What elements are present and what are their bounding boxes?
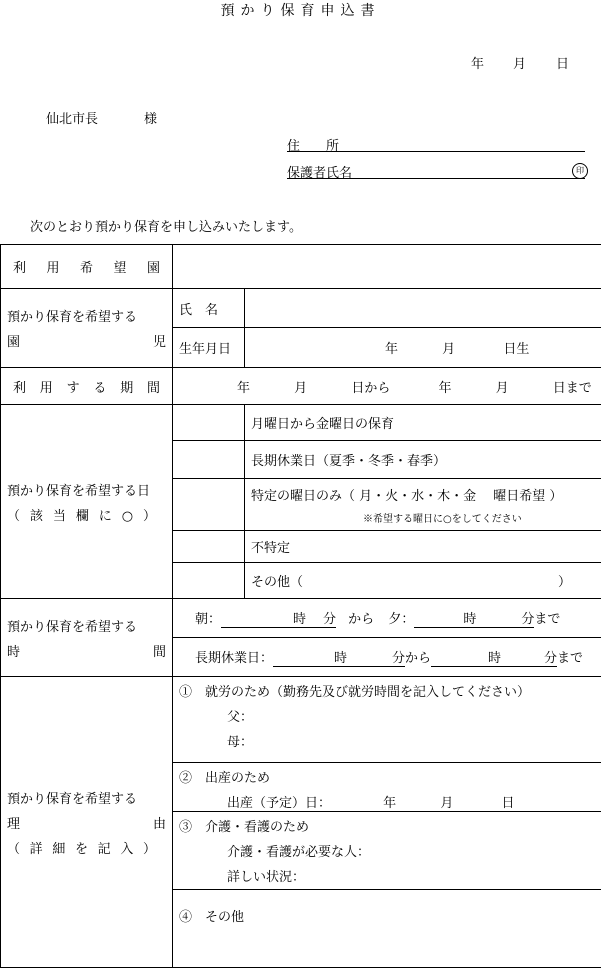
date-year-label: 年 <box>471 53 484 72</box>
addressee-honorific: 様 <box>144 108 157 127</box>
days-option-5-text: その他（ <box>251 571 303 590</box>
period-to-day: 日まで <box>553 381 592 396</box>
hours-regular-cell[interactable] <box>173 599 601 638</box>
child-label-b: 児 <box>153 331 166 350</box>
reason-4-title: ④ その他 <box>179 906 595 925</box>
reason-2-due-label: 出産（予定）日： <box>227 796 331 811</box>
long-end-minute-field[interactable] <box>501 647 557 667</box>
evening-minute-unit: 分 <box>521 612 534 627</box>
period-from-year: 年 <box>237 381 250 396</box>
long-start-minute-field[interactable] <box>347 647 405 667</box>
morning-label: 朝： <box>195 612 221 627</box>
days-label-cell <box>1 405 173 599</box>
days-option-1-text: 月曜日から金曜日の保育 <box>251 417 394 432</box>
reason-label-cell <box>1 677 173 968</box>
child-label-cell <box>1 289 173 368</box>
long-end-minute-unit: 分 <box>544 651 557 666</box>
addressee-name: 仙北市長 <box>46 108 98 127</box>
reason-3-person: 介護・看護が必要な人： <box>227 841 595 860</box>
child-name-input-cell[interactable] <box>245 289 601 328</box>
reason-4-cell[interactable] <box>173 890 601 968</box>
evening-minute-field[interactable] <box>476 608 534 628</box>
period-to-month: 月 <box>496 381 509 396</box>
morning-minute-field[interactable] <box>306 608 336 628</box>
dob-year-label: 年 <box>385 342 398 357</box>
facility-label: 利用希望園 <box>7 257 166 276</box>
date-month-label: 月 <box>513 53 526 72</box>
days-option-4-text: 不特定 <box>251 541 290 556</box>
days-option-5-cell[interactable] <box>245 563 601 599</box>
address-label: 住 所 <box>287 135 339 154</box>
dob-month-label: 月 <box>442 342 455 357</box>
reason-2-year: 年 <box>383 796 396 811</box>
reason-2-day: 日 <box>501 796 514 811</box>
long-start-hour-unit: 時 <box>334 651 347 666</box>
reason-2-cell[interactable] <box>173 763 601 812</box>
days-option-2-check[interactable] <box>173 441 245 479</box>
child-dob-label: 生年月日 <box>179 342 231 357</box>
facility-input-cell[interactable] <box>173 245 601 289</box>
reason-3-title: ③ 介護・看護のため <box>179 816 595 835</box>
reason-label-line1: 預かり保育を希望する <box>7 788 166 807</box>
evening-hour-field[interactable] <box>414 608 476 628</box>
child-name-label-cell <box>173 289 245 328</box>
period-input-cell[interactable] <box>173 368 601 405</box>
hours-long-break-cell[interactable] <box>173 638 601 677</box>
long-end-hour-unit: 時 <box>488 651 501 666</box>
child-dob-input-cell[interactable] <box>245 328 601 368</box>
days-option-2-text: 長期休業日（夏季・冬季・春季） <box>251 454 446 469</box>
reason-2-title: ② 出産のため <box>179 767 595 786</box>
facility-label-cell <box>1 245 173 289</box>
reason-2-month: 月 <box>440 796 453 811</box>
days-option-5-check[interactable] <box>173 563 245 599</box>
days-option-1-cell <box>245 405 601 441</box>
hours-label-cell <box>1 599 173 677</box>
reason-1-mother: 母： <box>227 731 595 750</box>
days-label-line1: 預かり保育を希望する日 <box>7 480 166 499</box>
morning-minute-unit: 分 <box>323 612 336 627</box>
dob-day-label: 日生 <box>503 342 529 357</box>
period-to-year: 年 <box>438 381 451 396</box>
morning-hour-unit: 時 <box>293 612 306 627</box>
period-from-month: 月 <box>294 381 307 396</box>
days-option-5-close: ） <box>558 571 571 590</box>
reason-label-a: 理 <box>7 813 20 832</box>
evening-label: 夕： <box>388 612 414 627</box>
days-option-1-check[interactable] <box>173 405 245 441</box>
days-label-line2: （該当欄に○） <box>7 505 166 524</box>
days-option-4-check[interactable] <box>173 531 245 563</box>
seal-mark: 印 <box>572 163 588 179</box>
application-form-table <box>0 244 601 968</box>
reason-label-b: 由 <box>153 813 166 832</box>
evening-hour-unit: 時 <box>463 612 476 627</box>
guardian-name-field[interactable] <box>287 178 585 179</box>
child-name-label: 氏 名 <box>179 303 218 318</box>
guardian-name-label: 保護者氏名 <box>287 162 352 181</box>
date-day-label: 日 <box>556 53 569 72</box>
period-label: 利用する期間 <box>7 377 166 396</box>
long-start-minute-unit: 分 <box>392 651 405 666</box>
reason-label-line3: （詳細を記入） <box>7 838 166 857</box>
days-option-3-text: 特定の曜日のみ（ 月・火・水・木・金 曜日希望 ） <box>251 485 595 504</box>
days-option-3-check[interactable] <box>173 479 245 531</box>
long-break-label: 長期休業日： <box>195 651 273 666</box>
evening-made: まで <box>534 612 560 627</box>
child-dob-label-cell <box>173 328 245 368</box>
days-option-4-cell <box>245 531 601 563</box>
long-end-hour-field[interactable] <box>431 647 501 667</box>
child-label-a: 園 <box>7 331 20 350</box>
reason-1-title: ① 就労のため（勤務先及び就労時間を記入してください） <box>179 681 595 700</box>
long-kara: から <box>405 651 431 666</box>
long-start-hour-field[interactable] <box>273 647 347 667</box>
address-field[interactable] <box>287 151 585 152</box>
period-label-cell <box>1 368 173 405</box>
hours-label-line1: 預かり保育を希望する <box>7 616 166 635</box>
days-option-3-note: ※希望する曜日に○をしてください <box>363 510 595 525</box>
morning-kara: から <box>348 612 374 627</box>
long-made: まで <box>557 651 583 666</box>
hours-label-a: 時 <box>7 641 20 660</box>
reason-3-cell[interactable] <box>173 812 601 890</box>
intro-text: 次のとおり預かり保育を申し込みいたします。 <box>30 216 302 235</box>
days-option-2-cell <box>245 441 601 479</box>
child-label-line1: 預かり保育を希望する <box>7 306 166 325</box>
reason-1-cell[interactable] <box>173 677 601 763</box>
days-option-3-cell <box>245 479 601 531</box>
reason-1-father: 父： <box>227 706 595 725</box>
period-from-day: 日から <box>351 381 390 396</box>
hours-label-b: 間 <box>153 641 166 660</box>
reason-3-detail: 詳しい状況： <box>227 866 595 885</box>
document-title: 預かり保育申込書 <box>0 0 601 20</box>
morning-hour-field[interactable] <box>221 608 306 628</box>
